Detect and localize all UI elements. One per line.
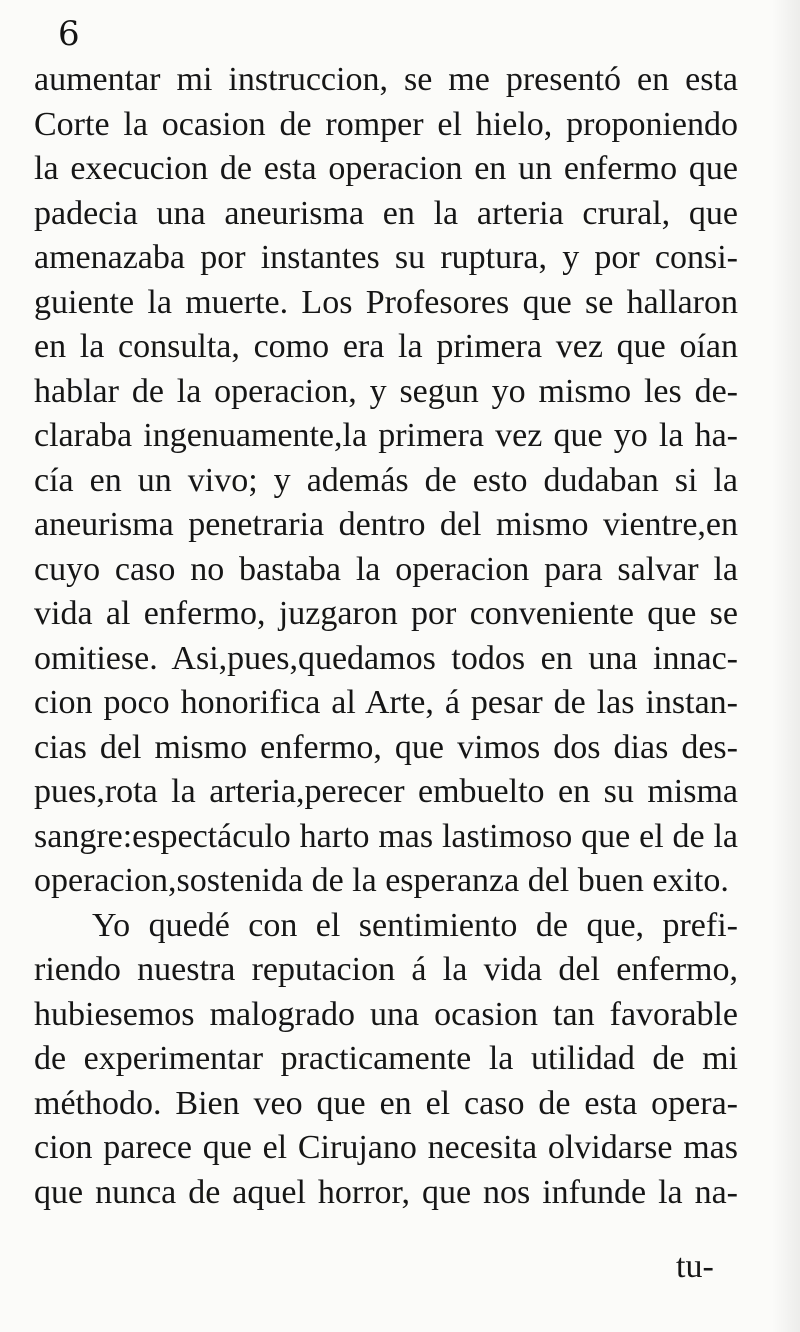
page-edge-shadow [772, 0, 800, 1332]
text-line: riendo nuestra reputacion á la vida del enfermo, [34, 951, 738, 988]
text-line: padecia una aneurisma en la arteria crural, que [34, 194, 738, 232]
text-line: guiente la muerte. Los Profesores que se hallaron [34, 283, 738, 321]
paragraph-start-line: Yo quedé con el sentimiento de que, prefi- [92, 906, 738, 944]
page-number: 6 [58, 14, 80, 54]
text-line: cía en un vivo; y además de esto dudaban si la [34, 461, 738, 499]
text-line: la execucion de esta operacion en un enfermo que [34, 150, 738, 187]
text-line: claraba ingenuamente,la primera vez que yo la ha- [34, 417, 738, 454]
text-line: que nunca de aquel horror, que nos infunde la na- [34, 1173, 738, 1211]
text-line: pues,rota la arteria,perecer embuelto en su misma [34, 773, 738, 810]
text-line: cion parece que el Cirujano necesita olvidarse mas [34, 1129, 738, 1166]
text-line: vida al enfermo, juzgaron por conveniente que se [34, 595, 738, 632]
text-line: méthodo. Bien veo que en el caso de esta opera- [34, 1084, 738, 1122]
text-line: sangre:espectáculo harto mas lastimoso que el de la [34, 817, 738, 855]
text-line: operacion,sostenida de la esperanza del buen exito. [34, 862, 729, 899]
text-line: Corte la ocasion de romper el hielo, proponiendo [34, 105, 738, 143]
text-line: aneurisma penetraria dentro del mismo vientre,en [34, 506, 738, 543]
text-line: omitiese. Asi,pues,quedamos todos en una innac- [34, 639, 738, 677]
text-line: de experimentar practicamente la utilidad de mi [34, 1040, 738, 1077]
text-line: aumentar mi instruccion, se me presentó en esta [34, 61, 738, 98]
catchword: tu- [676, 1248, 714, 1285]
text-line: en la consulta, como era la primera vez que oían [34, 328, 738, 365]
text-line: amenazaba por instantes su ruptura, y por consi- [34, 239, 738, 276]
body-text [34, 58, 738, 1215]
text-line: cuyo caso no bastaba la operacion para salvar la [34, 550, 738, 588]
text-line: cias del mismo enfermo, que vimos dos dias des- [34, 728, 738, 766]
text-line: cion poco honorifica al Arte, á pesar de las instan- [34, 684, 738, 721]
text-line: hubiesemos malogrado una ocasion tan favorable [34, 995, 738, 1033]
text-line: hablar de la operacion, y segun yo mismo les de- [34, 372, 738, 410]
